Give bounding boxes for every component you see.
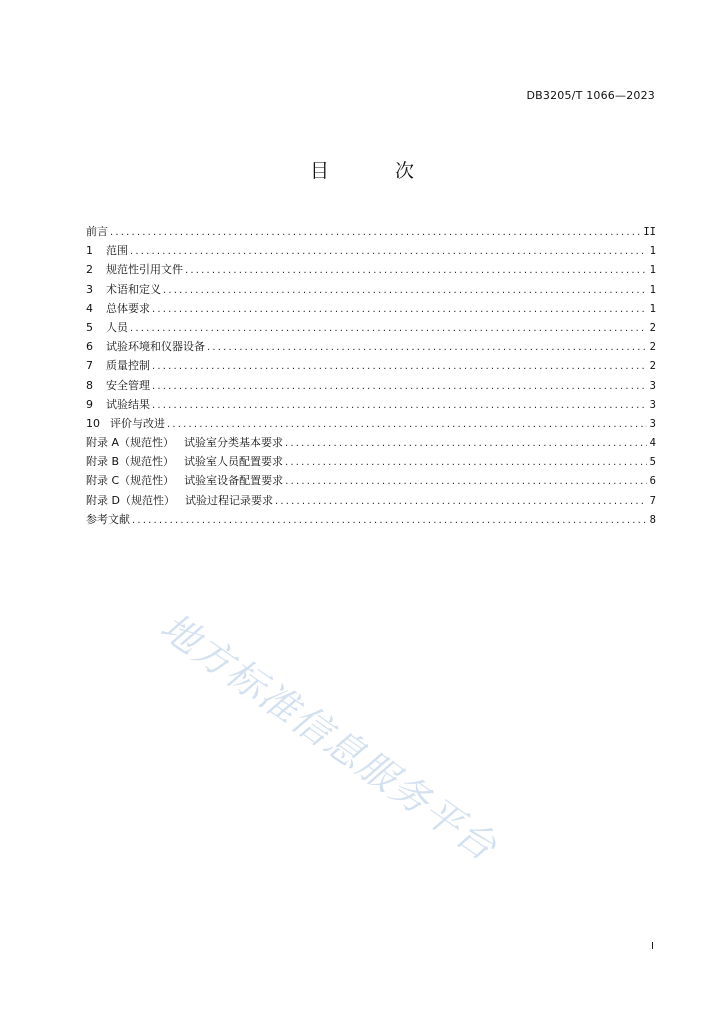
toc-appendix-number: 附录 D（规范性） xyxy=(86,493,175,507)
toc-section-number: 1 xyxy=(86,244,93,258)
toc-entry-8[interactable] xyxy=(86,376,656,395)
toc-entry-appendix-a[interactable] xyxy=(86,433,656,452)
toc-section-title: 安全管理 xyxy=(106,378,150,392)
toc-page-number: 1 xyxy=(649,283,656,296)
toc-section-title: 试验环境和仪器设备 xyxy=(106,340,205,354)
toc-page-number: 5 xyxy=(649,456,656,469)
toc-label xyxy=(86,318,130,337)
toc-page-number: 1 xyxy=(649,245,656,258)
toc-leader-dots xyxy=(152,300,647,319)
toc-leader-dots xyxy=(130,242,647,261)
toc-appendix-number: 附录 B（规范性） xyxy=(86,455,175,469)
toc-label xyxy=(86,260,185,279)
toc-entry-1[interactable] xyxy=(86,241,656,260)
toc-leader-dots xyxy=(285,434,647,453)
toc-section-title: 质量控制 xyxy=(106,359,150,373)
toc-section-number: 2 xyxy=(86,263,93,277)
toc-entry-appendix-c[interactable] xyxy=(86,471,656,490)
toc-label xyxy=(86,337,207,356)
toc-page-number: 8 xyxy=(649,513,656,526)
toc-entry-4[interactable] xyxy=(86,299,656,318)
toc-label xyxy=(86,395,152,414)
toc-leader-dots xyxy=(285,472,646,491)
toc-section-title: 总体要求 xyxy=(106,301,150,315)
toc-leader-dots xyxy=(152,396,647,415)
toc-section-title: 试验结果 xyxy=(106,397,150,411)
toc-entry-2[interactable] xyxy=(86,260,656,279)
toc-leader-dots xyxy=(275,492,647,511)
toc-section-number: 8 xyxy=(86,378,93,392)
toc-leader-dots xyxy=(110,223,640,242)
toc-leader-dots xyxy=(163,281,647,300)
toc-entry-references[interactable] xyxy=(86,510,656,529)
toc-entry-5[interactable] xyxy=(86,318,656,337)
toc-section-number: 6 xyxy=(86,340,93,354)
toc-label: 参考文献 xyxy=(86,512,130,526)
toc-page-number: II xyxy=(643,226,656,238)
toc-entry-10[interactable] xyxy=(86,414,656,433)
toc-section-title: 范围 xyxy=(106,244,128,258)
toc-label xyxy=(86,414,167,433)
toc-label xyxy=(86,452,285,471)
toc-leader-dots xyxy=(207,338,647,357)
toc-leader-dots xyxy=(167,415,647,434)
toc-page-number: 1 xyxy=(649,302,656,315)
toc-entry-6[interactable] xyxy=(86,337,656,356)
toc-section-number: 3 xyxy=(86,282,93,296)
toc-page-number: 2 xyxy=(649,360,656,373)
toc-leader-dots xyxy=(152,377,647,396)
toc-section-title: 试验室人员配置要求 xyxy=(184,455,284,469)
toc-page-number: 3 xyxy=(649,379,656,392)
document-code: DB3205/T 1066—2023 xyxy=(526,89,655,102)
watermark: 地方标准信息服务平台 xyxy=(152,604,506,870)
toc-section-number: 9 xyxy=(86,397,93,411)
toc-page-number: 6 xyxy=(649,475,656,488)
toc-label: 前言 xyxy=(86,225,108,238)
toc-leader-dots xyxy=(185,261,647,280)
page-number: I xyxy=(651,941,654,952)
toc-entry-3[interactable] xyxy=(86,280,656,299)
toc-leader-dots xyxy=(132,511,647,530)
toc-section-title: 术语和定义 xyxy=(106,282,161,296)
toc-label xyxy=(86,299,152,318)
toc-section-number: 7 xyxy=(86,359,93,373)
toc-section-number: 5 xyxy=(86,320,93,334)
toc-page-number: 2 xyxy=(649,341,656,354)
toc-section-title: 试验室分类基本要求 xyxy=(184,436,284,450)
toc-section-title: 试验室设备配置要求 xyxy=(184,474,284,488)
toc-page-number: 3 xyxy=(649,417,656,430)
toc-label xyxy=(86,433,285,452)
toc-label xyxy=(86,471,285,490)
table-of-contents xyxy=(86,222,656,529)
toc-entry-9[interactable] xyxy=(86,395,656,414)
toc-label xyxy=(86,491,275,510)
toc-entry-foreword[interactable] xyxy=(86,222,656,241)
toc-leader-dots xyxy=(285,453,647,472)
toc-page-number: 3 xyxy=(649,398,656,411)
toc-section-number: 4 xyxy=(86,301,93,315)
toc-section-title: 试验过程记录要求 xyxy=(184,493,273,507)
toc-page-number: 2 xyxy=(649,321,656,334)
toc-appendix-number: 附录 A（规范性） xyxy=(86,436,175,450)
toc-entry-appendix-b[interactable] xyxy=(86,452,656,471)
toc-entry-appendix-d[interactable] xyxy=(86,491,656,510)
page-title: 目 次 xyxy=(309,160,445,182)
toc-section-title: 评价与改进 xyxy=(110,416,165,430)
toc-section-number: 10 xyxy=(86,416,100,430)
toc-leader-dots xyxy=(130,319,647,338)
toc-label xyxy=(86,356,152,375)
toc-entry-7[interactable] xyxy=(86,356,656,375)
toc-page-number: 7 xyxy=(649,494,656,507)
toc-section-title: 人员 xyxy=(106,320,128,334)
toc-appendix-number: 附录 C（规范性） xyxy=(86,474,175,488)
toc-label xyxy=(86,241,130,260)
toc-label xyxy=(86,280,163,299)
toc-leader-dots xyxy=(152,357,647,376)
toc-page-number: 1 xyxy=(649,264,656,277)
toc-section-title: 规范性引用文件 xyxy=(106,263,183,277)
toc-page-number: 4 xyxy=(649,437,656,450)
toc-label xyxy=(86,376,152,395)
